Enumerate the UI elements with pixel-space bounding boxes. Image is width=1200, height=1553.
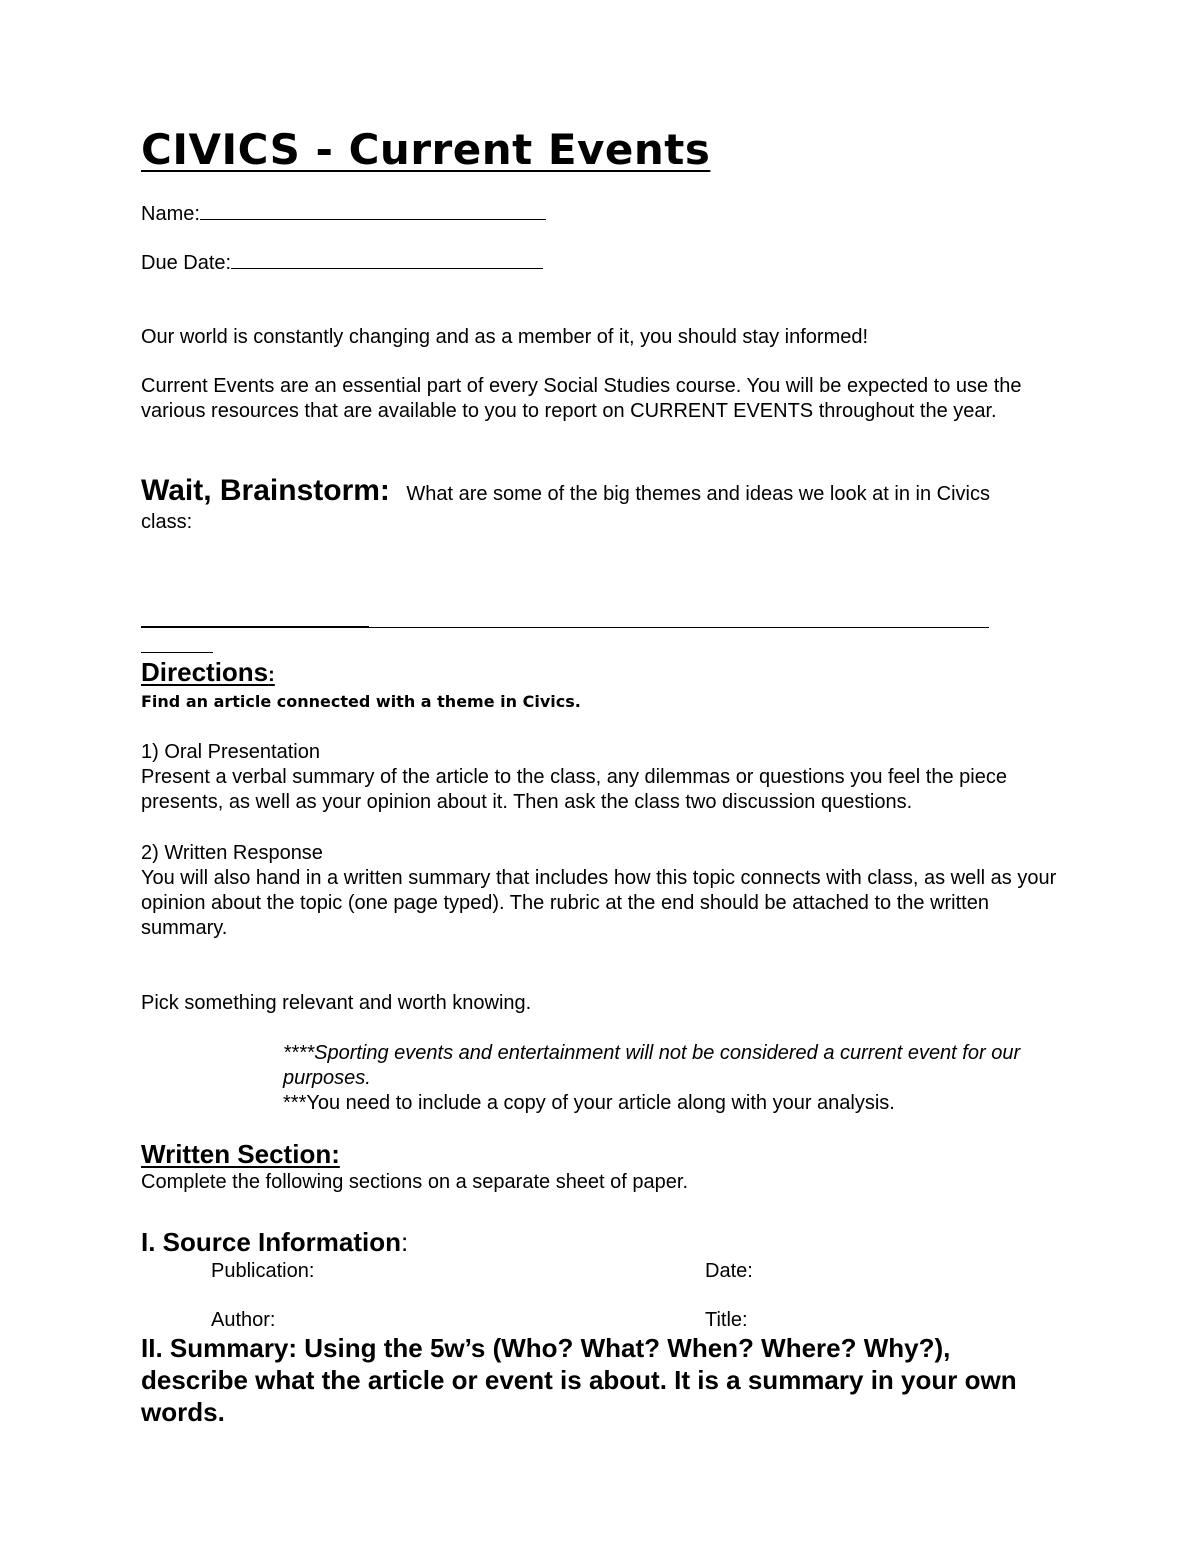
note-include-copy: ***You need to include a copy of your article along with your analysis. bbox=[283, 1092, 895, 1114]
publication-label: Publication: bbox=[211, 1260, 315, 1282]
brainstorm-prompt-line2: class: bbox=[141, 511, 193, 533]
page-title bbox=[141, 124, 980, 176]
due-date-field bbox=[141, 250, 543, 276]
directions-heading bbox=[141, 657, 275, 690]
title-text: CIVICS - Current Events bbox=[141, 125, 711, 174]
source-information-heading bbox=[141, 1227, 408, 1257]
written-section-text: Complete the following sections on a separate sheet of paper. bbox=[141, 1171, 689, 1193]
oral-presentation-text: Present a verbal summary of the article to the class, any dilemmas or questions you feel the piece presents, as well as your opinion about it. Then ask the class two discussion questions. bbox=[141, 766, 1007, 813]
answer-line-short[interactable] bbox=[141, 652, 213, 653]
brainstorm-block bbox=[141, 474, 990, 508]
title-label: Title: bbox=[705, 1309, 748, 1331]
directions-subheading: Find an article connected with a theme in Civics. bbox=[141, 692, 581, 711]
source-information-heading-colon: : bbox=[401, 1227, 409, 1257]
date-label: Date: bbox=[705, 1260, 753, 1282]
intro-paragraph-1: Our world is constantly changing and as a member of it, you should stay informed! bbox=[141, 326, 869, 348]
note-sporting-events: ****Sporting events and entertainment will not be considered a current event for our purposes. bbox=[283, 1042, 1021, 1089]
summary-heading: II. Summary: Using the 5w’s (Who? What? When? Where? Why?), describe what the article or event is about. It is a summary in your own words. bbox=[141, 1333, 1017, 1427]
due-date-label: Due Date: bbox=[141, 252, 232, 274]
directions-heading-colon: : bbox=[268, 664, 275, 686]
due-date-blank[interactable] bbox=[231, 250, 543, 269]
oral-presentation-title: 1) Oral Presentation bbox=[141, 741, 320, 763]
answer-line[interactable] bbox=[369, 627, 989, 628]
written-section-heading: Written Section: bbox=[141, 1139, 340, 1169]
intro-paragraph-2: Current Events are an essential part of every Social Studies course. You will be expected to use the various resources that are available to you to report on CURRENT EVENTS throughout the year. bbox=[141, 375, 1022, 422]
brainstorm-heading: Wait, Brainstorm: bbox=[141, 474, 390, 507]
name-blank[interactable] bbox=[200, 201, 546, 220]
source-information-heading-text: I. Source Information bbox=[141, 1227, 402, 1257]
name-label: Name: bbox=[141, 203, 200, 225]
name-field bbox=[141, 201, 546, 227]
directions-heading-text: Directions bbox=[141, 657, 269, 687]
answer-line-bold[interactable] bbox=[141, 626, 369, 628]
author-label: Author: bbox=[211, 1309, 276, 1331]
written-response-title: 2) Written Response bbox=[141, 842, 323, 864]
pick-relevant-text: Pick something relevant and worth knowing. bbox=[141, 992, 532, 1014]
written-response-text: You will also hand in a written summary that includes how this topic connects with class, as well as your opinion about the topic (one page typed). The rubric at the end should be attached to the written summary. bbox=[141, 867, 1057, 939]
brainstorm-prompt-line1: What are some of the big themes and ideas we look at in in Civics bbox=[406, 483, 990, 505]
